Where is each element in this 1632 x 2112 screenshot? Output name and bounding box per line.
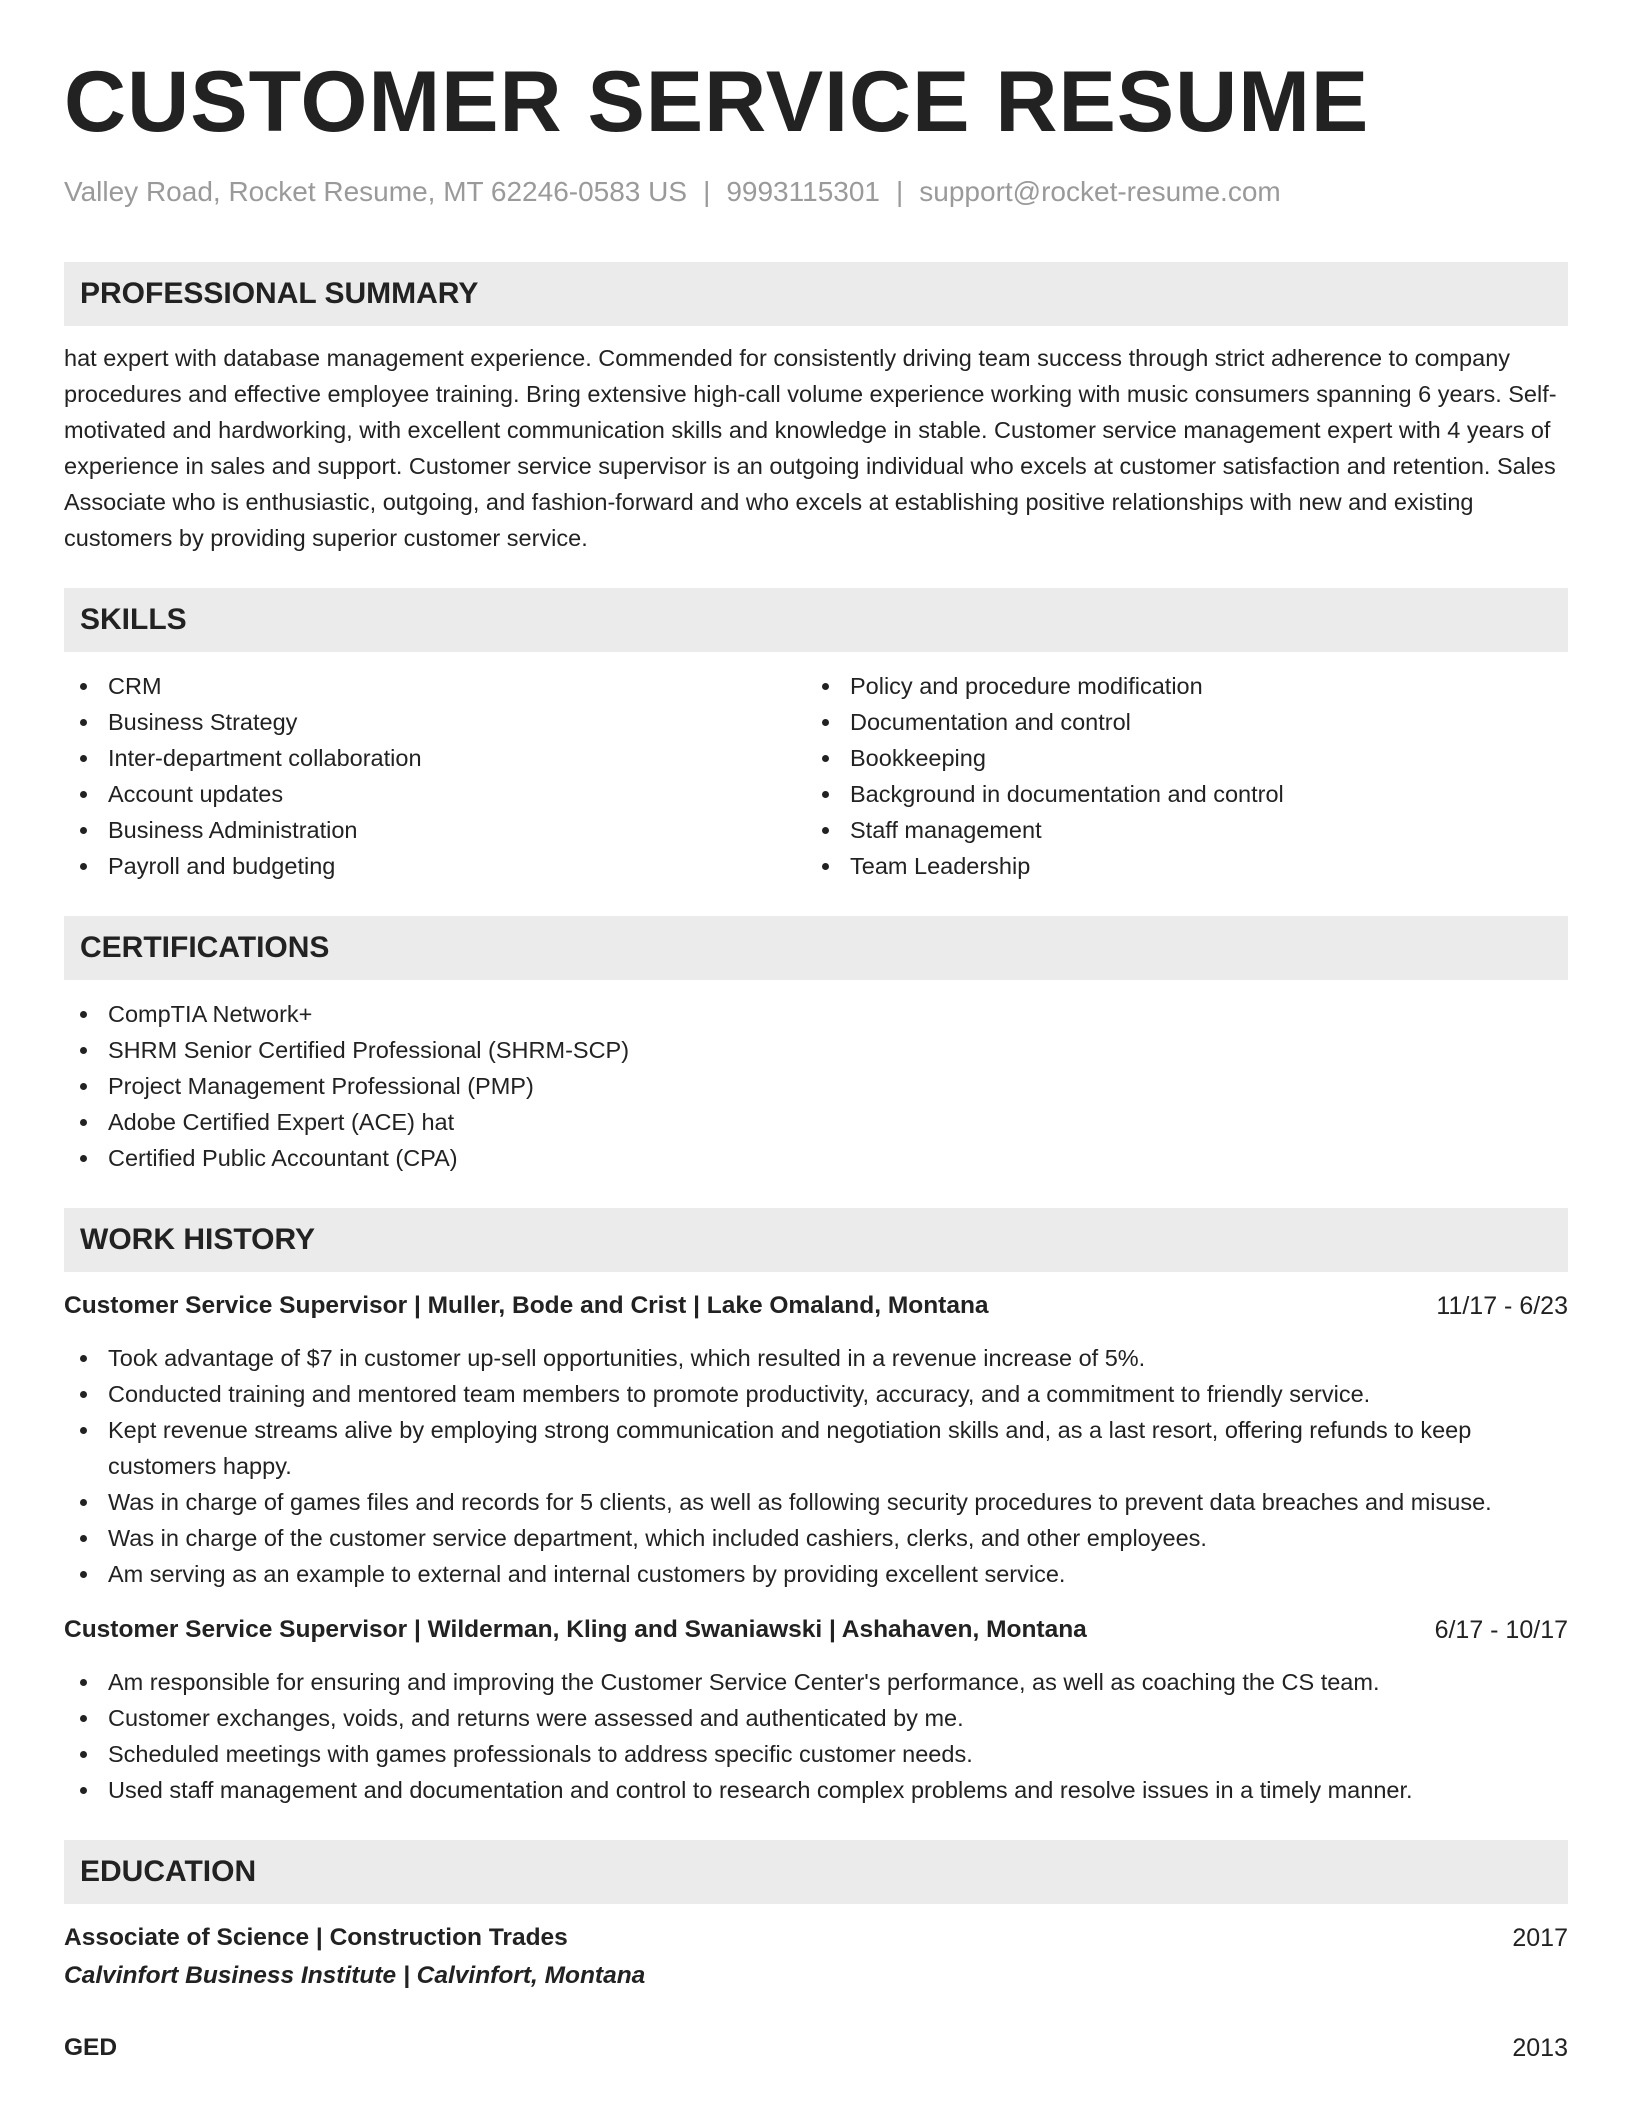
job-bullets <box>64 1664 1568 1808</box>
certification-item: Project Management Professional (PMP) <box>64 1068 1568 1104</box>
job-bullet: Took advantage of $7 in customer up-sell opportunities, which resulted in a revenue increase of 5%. <box>64 1340 1568 1376</box>
education-entry <box>64 1920 1568 1956</box>
skill-item: Staff management <box>806 812 1548 848</box>
job-bullet: Was in charge of the customer service department, which included cashiers, clerks, and other employees. <box>64 1520 1568 1556</box>
skills-list <box>64 668 1568 884</box>
education-year: 2013 <box>1512 2034 1568 2062</box>
work-history-heading: WORK HISTORY <box>64 1208 1568 1272</box>
education-entry <box>64 2030 1568 2066</box>
contact-line <box>64 174 1568 210</box>
skill-item: Business Strategy <box>64 704 806 740</box>
skills-column-right <box>806 668 1548 884</box>
skill-item: Bookkeeping <box>806 740 1548 776</box>
education-degree: GED <box>64 2034 118 2061</box>
contact-email: support@rocket-resume.com <box>919 176 1281 207</box>
certifications-heading: CERTIFICATIONS <box>64 916 1568 980</box>
education-year: 2017 <box>1512 1924 1568 1952</box>
job-bullet: Am responsible for ensuring and improving the Customer Service Center's performance, as well as coaching the CS team. <box>64 1664 1568 1700</box>
skill-item: CRM <box>64 668 806 704</box>
skill-item: Policy and procedure modification <box>806 668 1548 704</box>
skill-item: Team Leadership <box>806 848 1548 884</box>
skill-item: Account updates <box>64 776 806 812</box>
contact-address: Valley Road, Rocket Resume, MT 62246-0583 US <box>64 176 688 207</box>
job-bullet: Scheduled meetings with games professionals to address specific customer needs. <box>64 1736 1568 1772</box>
education-heading: EDUCATION <box>64 1840 1568 1904</box>
certification-item: Certified Public Accountant (CPA) <box>64 1140 1568 1176</box>
summary-heading: PROFESSIONAL SUMMARY <box>64 262 1568 326</box>
job-bullet: Kept revenue streams alive by employing strong communication and negotiation skills and, as a last resort, offering refunds to keep customers happy. <box>64 1412 1568 1484</box>
job-dates: 6/17 - 10/17 <box>1434 1616 1568 1644</box>
job-heading <box>64 1288 1568 1324</box>
contact-phone: 9993115301 <box>726 176 880 207</box>
contact-separator: | <box>703 176 711 207</box>
job-bullet: Conducted training and mentored team members to promote productivity, accuracy, and a commitment to friendly service. <box>64 1376 1568 1412</box>
education-degree: Associate of Science | Construction Trades <box>64 1924 568 1951</box>
skill-item: Payroll and budgeting <box>64 848 806 884</box>
job-dates: 11/17 - 6/23 <box>1436 1292 1568 1320</box>
certification-item: CompTIA Network+ <box>64 996 1568 1032</box>
skill-item: Inter-department collaboration <box>64 740 806 776</box>
skills-heading: SKILLS <box>64 588 1568 652</box>
contact-separator: | <box>896 176 904 207</box>
skills-column-left <box>64 668 806 884</box>
job-bullet: Was in charge of games files and records for 5 clients, as well as following security procedures to prevent data breaches and misuse. <box>64 1484 1568 1520</box>
certification-item: SHRM Senior Certified Professional (SHRM-SCP) <box>64 1032 1568 1068</box>
job-title: Customer Service Supervisor | Wilderman, Kling and Swaniawski | Ashahaven, Montana <box>64 1616 1087 1643</box>
job-bullet: Am serving as an example to external and internal customers by providing excellent service. <box>64 1556 1568 1592</box>
education-school: Calvinfort Business Institute | Calvinfort, Montana <box>64 1962 646 1989</box>
certifications-list <box>64 996 1568 1176</box>
skill-item: Business Administration <box>64 812 806 848</box>
job-heading <box>64 1612 1568 1648</box>
job-title: Customer Service Supervisor | Muller, Bode and Crist | Lake Omaland, Montana <box>64 1292 989 1319</box>
skill-item: Background in documentation and control <box>806 776 1548 812</box>
certification-item: Adobe Certified Expert (ACE) hat <box>64 1104 1568 1140</box>
job-bullet: Used staff management and documentation and control to research complex problems and resolve issues in a timely manner. <box>64 1772 1568 1808</box>
summary-text: hat expert with database management experience. Commended for consistently driving team success through strict adherence to company procedures and effective employee training. Bring extensive high-call volume experience working with music consumers spanning 6 years. Self-motivated and hardworking, with excellent communication skills and knowledge in stable. Customer service management expert with 4 years of experience in sales and support. Customer service supervisor is an outgoing individual who excels at customer satisfaction and retention. Sales Associate who is enthusiastic, outgoing, and fashion-forward and who excels at establishing positive relationships with new and existing customers by providing superior customer service. <box>64 345 1557 551</box>
job-bullets <box>64 1340 1568 1592</box>
resume-title: CUSTOMER SERVICE RESUME <box>64 54 1370 150</box>
skill-item: Documentation and control <box>806 704 1548 740</box>
job-bullet: Customer exchanges, voids, and returns were assessed and authenticated by me. <box>64 1700 1568 1736</box>
